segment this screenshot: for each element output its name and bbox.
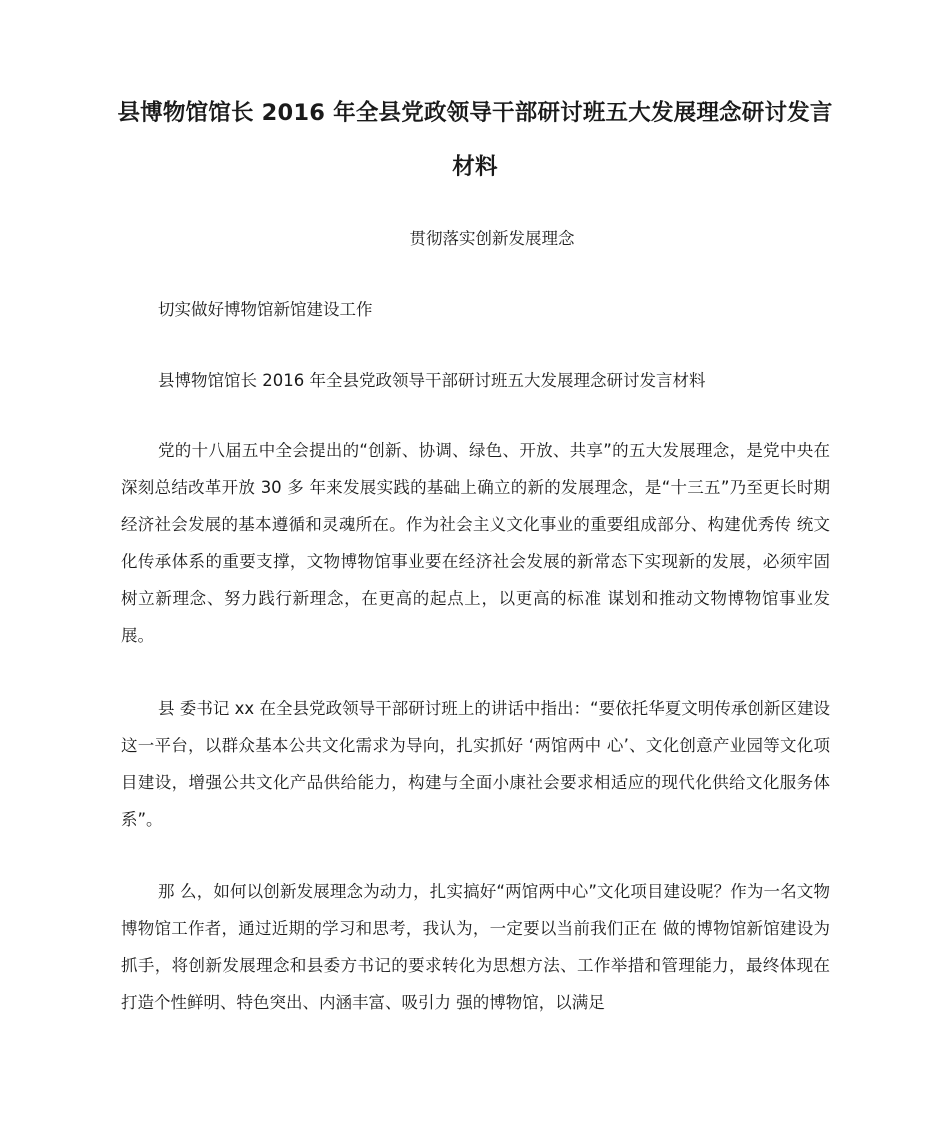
body-paragraph-1: 党的十八届五中全会提出的“创新、协调、绿色、开放、共享”的五大发展理念，是党中央在深刻总结改革开放 30 多 年来发展实践的基础上确立的新的发展理念，是“十三五”乃至更长时期经济社会发展的基本遵循和灵魂所在。作为社会主义文化事业的重要组成部分、构建优秀传 统文化传承体系的重要支撑，文物博物馆事业要在经济社会发展的新常态下实现新的发展，必须牢固树立新理念、努力践行新理念，在更高的起点上，以更高的标准 谋划和推动文物博物馆事业发展。: [121, 441, 830, 645]
body-paragraph-3: 那 么，如何以创新发展理念为动力，扎实搞好“两馆两中心”文化项目建设呢？作为一名文物博物馆工作者，通过近期的学习和思考，我认为，一定要以当前我们正在 做的博物馆新馆建设为抓手，将创新发展理念和县委方书记的要求转化为思想方法、工作举措和管理能力，最终体现在打造个性鲜明、特色突出、内涵丰富、吸引力 强的博物馆，以满足: [121, 882, 830, 1012]
document-subtitle: 贯彻落实创新发展理念: [409, 229, 575, 248]
heading-line-2: 县博物馆馆长 2016 年全县党政领导干部研讨班五大发展理念研讨发言材料: [158, 371, 706, 390]
document-title: 县博物馆馆长 2016 年全县党政领导干部研讨班五大发展理念研讨发言材料: [117, 100, 833, 180]
heading-line-1: 切实做好博物馆新馆建设工作: [158, 300, 373, 319]
body-paragraph-2: 县 委书记 xx 在全县党政领导干部研讨班上的讲话中指出：“要依托华夏文明传承创新区建设这一平台，以群众基本公共文化需求为导向，扎实抓好 ‘两馆两中 心’、文化创意产业园等文化项目建设，增强公共文化产品供给能力，构建与全面小康社会要求相适应的现代化供给文化服务体系”。: [121, 699, 830, 829]
